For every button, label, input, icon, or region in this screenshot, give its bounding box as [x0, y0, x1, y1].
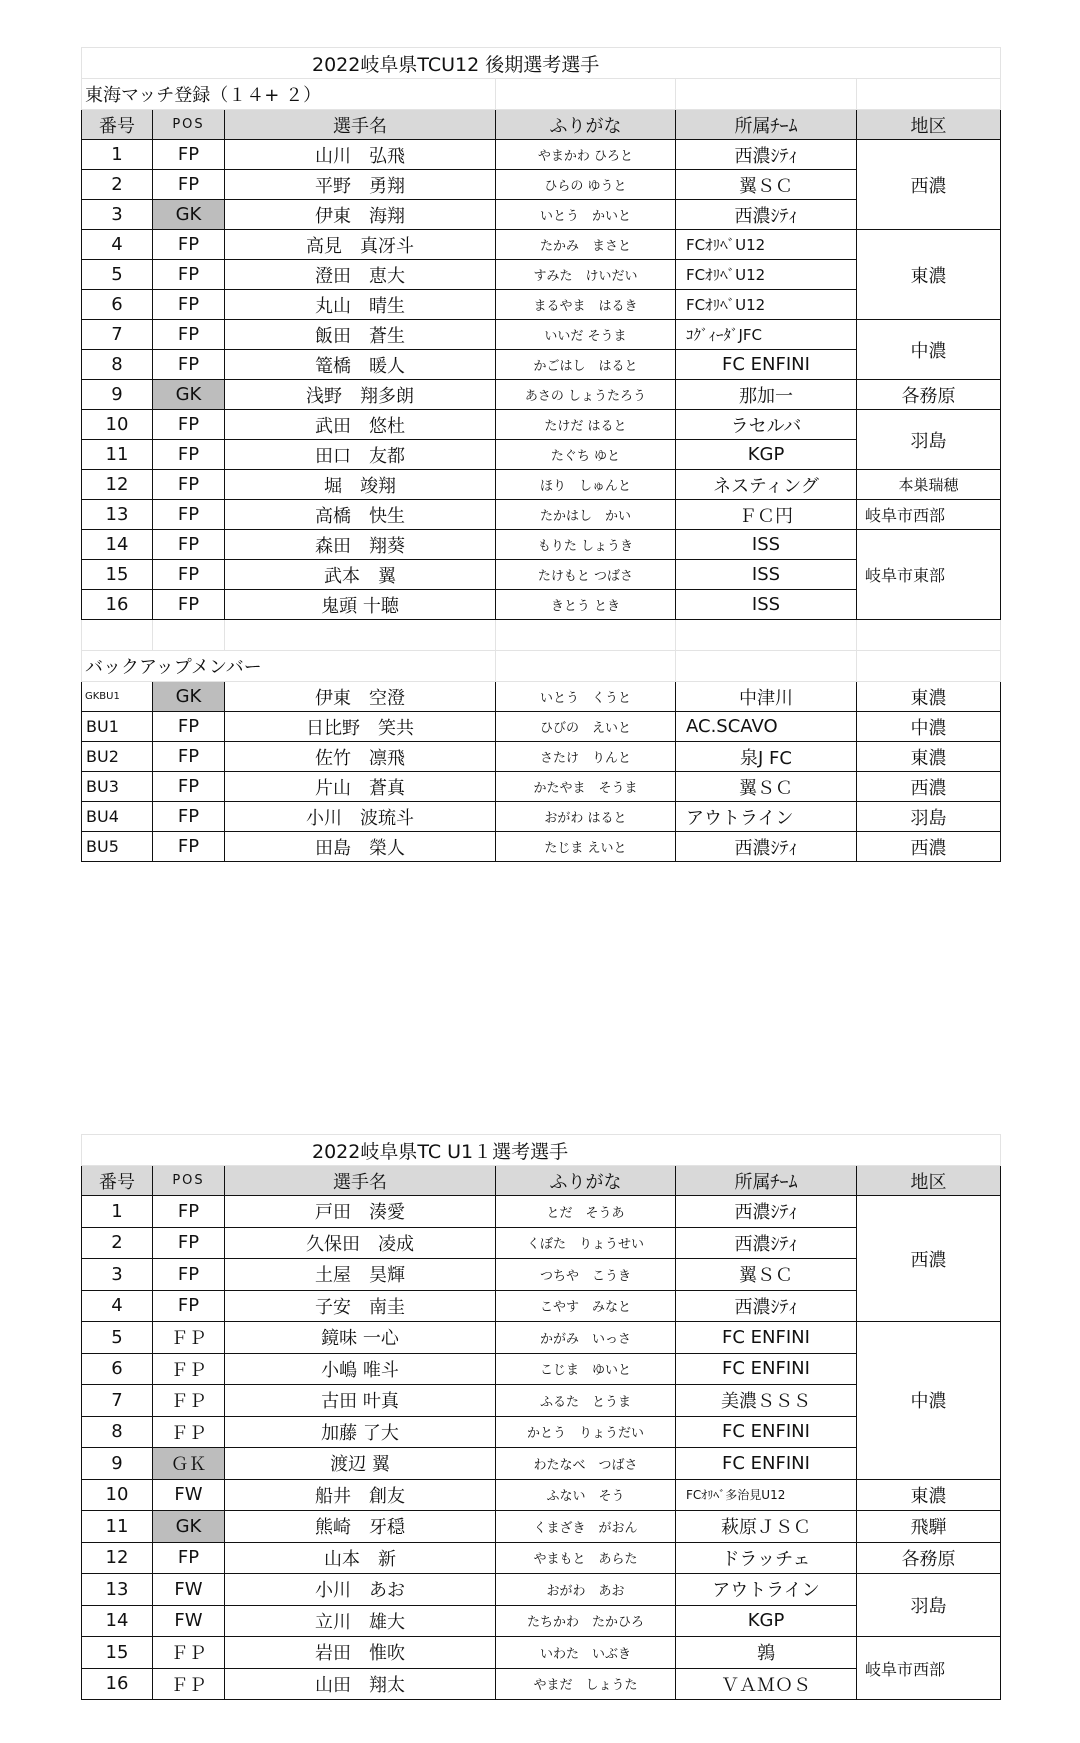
row-team: FC ENFINI: [676, 1448, 857, 1480]
row-kana: ふない そう: [496, 1479, 676, 1511]
row-team: FCｵﾘﾍﾞU12: [676, 290, 857, 320]
row-region: 中濃: [857, 1322, 1001, 1480]
row-kana: あさの しょうたろう: [496, 380, 676, 410]
row-kana: いとう かいと: [496, 200, 676, 230]
row-name: 熊崎 牙穏: [225, 1511, 496, 1543]
row-pos: ＧＫ: [153, 1448, 225, 1480]
row-team: 那加一: [676, 380, 857, 410]
row-no: 10: [82, 1479, 153, 1511]
row-kana: くぼた りょうせい: [496, 1227, 676, 1259]
row-no: 6: [82, 1353, 153, 1385]
row-no: 11: [82, 1511, 153, 1543]
row-no: 10: [82, 410, 153, 440]
table-row: [82, 320, 1001, 350]
row-kana: たかみ まさと: [496, 230, 676, 260]
row-name: 佐竹 凛飛: [225, 742, 496, 772]
table-title: 2022岐阜県TCU12 後期選考選手: [82, 48, 1001, 79]
row-region: 飛騨: [857, 1511, 1001, 1543]
row-pos: FP: [153, 320, 225, 350]
row-name: 岩田 惟吹: [225, 1637, 496, 1669]
row-pos: FP: [153, 1542, 225, 1574]
row-team: ISS: [676, 590, 857, 620]
header-kana: ふりがな: [496, 1166, 676, 1196]
row-pos: FP: [153, 290, 225, 320]
row-kana: おがわ はると: [496, 802, 676, 832]
row-team: ＶＡＭＯＳ: [676, 1668, 857, 1700]
table-title: 2022岐阜県TC U1１選考選手: [82, 1135, 1001, 1166]
row-kana: やまもと あらた: [496, 1542, 676, 1574]
row-name: 土屋 昊輝: [225, 1259, 496, 1291]
row-pos: FP: [153, 170, 225, 200]
row-name: 田口 友都: [225, 440, 496, 470]
row-no: 13: [82, 1574, 153, 1606]
row-pos: ＦＰ: [153, 1668, 225, 1700]
row-kana: かごはし はると: [496, 350, 676, 380]
row-name: 加藤 了大: [225, 1416, 496, 1448]
header-region: 地区: [857, 1166, 1001, 1196]
backup-row: [82, 832, 1001, 862]
row-pos: FP: [153, 802, 225, 832]
row-pos: FP: [153, 1196, 225, 1228]
row-region: 羽島: [857, 410, 1001, 470]
header-pos: POS: [153, 1166, 225, 1196]
row-no: 4: [82, 230, 153, 260]
row-name: 片山 蒼真: [225, 772, 496, 802]
table-row: [82, 470, 1001, 500]
row-kana: まるやま はるき: [496, 290, 676, 320]
row-pos: FP: [153, 500, 225, 530]
row-team: AC.SCAVO: [676, 712, 857, 742]
row-region: 羽島: [857, 1574, 1001, 1637]
row-pos: FP: [153, 560, 225, 590]
table-row: [82, 1574, 1001, 1606]
row-team: FCｵﾘﾍﾞU12: [676, 230, 857, 260]
row-team: 翼ＳＣ: [676, 1259, 857, 1291]
row-pos: FW: [153, 1574, 225, 1606]
row-kana: たぐち ゆと: [496, 440, 676, 470]
row-no: 16: [82, 1668, 153, 1700]
row-region: 西濃: [857, 772, 1001, 802]
backup-row: [82, 682, 1001, 712]
roster-table-u12: [81, 47, 1001, 862]
backup-caption: バックアップメンバー: [82, 651, 496, 682]
row-region: 岐阜市東部: [857, 530, 1001, 620]
row-name: 飯田 蒼生: [225, 320, 496, 350]
row-team: 翼ＳＣ: [676, 772, 857, 802]
row-no: 14: [82, 530, 153, 560]
row-kana: とだ そうあ: [496, 1196, 676, 1228]
header-pos: POS: [153, 110, 225, 140]
row-team: 美濃ＳＳＳ: [676, 1385, 857, 1417]
row-team: 西濃ｼﾃｨ: [676, 1227, 857, 1259]
table-row: [82, 410, 1001, 440]
header-no: 番号: [82, 110, 153, 140]
row-team: FC ENFINI: [676, 1322, 857, 1354]
row-kana: やまかわ ひろと: [496, 140, 676, 170]
header-no: 番号: [82, 1166, 153, 1196]
row-kana: たかはし かい: [496, 500, 676, 530]
row-name: 田島 榮人: [225, 832, 496, 862]
row-name: 武田 悠杜: [225, 410, 496, 440]
row-no: 5: [82, 1322, 153, 1354]
row-no: 1: [82, 1196, 153, 1228]
row-team: 西濃ｼﾃｨ: [676, 832, 857, 862]
row-name: 子安 南圭: [225, 1290, 496, 1322]
row-name: 伊東 海翔: [225, 200, 496, 230]
row-region: 岐阜市西部: [857, 500, 1001, 530]
row-team: FC ENFINI: [676, 350, 857, 380]
row-team: ｺｸﾞｨｰﾀﾞJFC: [676, 320, 857, 350]
row-name: 平野 勇翔: [225, 170, 496, 200]
row-region: 東濃: [857, 230, 1001, 320]
row-team: アウトライン: [676, 802, 857, 832]
row-kana: さたけ りんと: [496, 742, 676, 772]
row-name: 伊東 空澄: [225, 682, 496, 712]
row-kana: もりた しょうき: [496, 530, 676, 560]
row-team: 西濃ｼﾃｨ: [676, 1290, 857, 1322]
header-team: 所属ﾁｰﾑ: [676, 110, 857, 140]
row-region: 東濃: [857, 1479, 1001, 1511]
row-no: 5: [82, 260, 153, 290]
row-no: 3: [82, 200, 153, 230]
row-team: 鶉: [676, 1637, 857, 1669]
row-team: KGP: [676, 440, 857, 470]
row-team: ISS: [676, 530, 857, 560]
row-name: 日比野 笑共: [225, 712, 496, 742]
row-name: 丸山 晴生: [225, 290, 496, 320]
row-team: アウトライン: [676, 1574, 857, 1606]
row-pos: FP: [153, 350, 225, 380]
row-pos: FP: [153, 260, 225, 290]
row-team: FCｵﾘﾍﾞU12: [676, 260, 857, 290]
row-region: 西濃: [857, 1196, 1001, 1322]
row-kana: こやす みなと: [496, 1290, 676, 1322]
row-no: 14: [82, 1605, 153, 1637]
row-team: ラセルバ: [676, 410, 857, 440]
row-pos: FP: [153, 742, 225, 772]
row-team: FC ENFINI: [676, 1416, 857, 1448]
row-no: 1: [82, 140, 153, 170]
row-kana: かとう りょうだい: [496, 1416, 676, 1448]
row-name: 堀 竣翔: [225, 470, 496, 500]
table-row: [82, 230, 1001, 260]
row-name: 森田 翔葵: [225, 530, 496, 560]
header-row: [82, 1166, 1001, 1196]
row-region: 東濃: [857, 682, 1001, 712]
row-no: 9: [82, 380, 153, 410]
header-team: 所属ﾁｰﾑ: [676, 1166, 857, 1196]
table-row: [82, 1322, 1001, 1354]
row-pos: FW: [153, 1479, 225, 1511]
backup-row: [82, 712, 1001, 742]
row-team: ISS: [676, 560, 857, 590]
row-no: 7: [82, 320, 153, 350]
row-name: 久保田 凌成: [225, 1227, 496, 1259]
row-team: ドラッチェ: [676, 1542, 857, 1574]
table-row: [82, 530, 1001, 560]
row-name: 高見 真冴斗: [225, 230, 496, 260]
row-pos: FP: [153, 1227, 225, 1259]
row-no: 13: [82, 500, 153, 530]
row-region: 中濃: [857, 320, 1001, 380]
table-row: [82, 500, 1001, 530]
row-no: 16: [82, 590, 153, 620]
row-kana: こじま ゆいと: [496, 1353, 676, 1385]
row-name: 戸田 湊愛: [225, 1196, 496, 1228]
table-row: [82, 1479, 1001, 1511]
section-caption: 東海マッチ登録（１４+ ２）: [82, 79, 496, 110]
header-name: 選手名: [225, 1166, 496, 1196]
row-name: 武本 翼: [225, 560, 496, 590]
row-team: ネスティング: [676, 470, 857, 500]
row-team: 翼ＳＣ: [676, 170, 857, 200]
row-name: 小川 波琉斗: [225, 802, 496, 832]
row-pos: GK: [153, 200, 225, 230]
row-kana: たけもと つばさ: [496, 560, 676, 590]
row-name: 立川 雄大: [225, 1605, 496, 1637]
row-pos: GK: [153, 1511, 225, 1543]
row-kana: かたやま そうま: [496, 772, 676, 802]
row-no: 2: [82, 1227, 153, 1259]
row-no: GKBU1: [82, 682, 153, 712]
row-no: 9: [82, 1448, 153, 1480]
row-kana: ふるた とうま: [496, 1385, 676, 1417]
row-pos: FP: [153, 712, 225, 742]
row-no: BU1: [82, 712, 153, 742]
row-team: 西濃ｼﾃｨ: [676, 200, 857, 230]
row-team: KGP: [676, 1605, 857, 1637]
row-region: 本巣瑞穂: [857, 470, 1001, 500]
row-pos: FP: [153, 440, 225, 470]
row-team: 萩原ＪＳＣ: [676, 1511, 857, 1543]
row-pos: ＦＰ: [153, 1322, 225, 1354]
row-kana: くまざき がおん: [496, 1511, 676, 1543]
roster-table-u11: [81, 1134, 1001, 1700]
row-name: 澄田 恵大: [225, 260, 496, 290]
row-region: 西濃: [857, 140, 1001, 230]
row-kana: いわた いぶき: [496, 1637, 676, 1669]
row-pos: FP: [153, 832, 225, 862]
row-name: 小川 あお: [225, 1574, 496, 1606]
row-kana: すみた けいだい: [496, 260, 676, 290]
row-no: 12: [82, 1542, 153, 1574]
row-team: 西濃ｼﾃｨ: [676, 140, 857, 170]
row-no: 4: [82, 1290, 153, 1322]
row-team: 西濃ｼﾃｨ: [676, 1196, 857, 1228]
row-region: 羽島: [857, 802, 1001, 832]
row-name: 高橋 快生: [225, 500, 496, 530]
row-pos: GK: [153, 380, 225, 410]
row-pos: ＦＰ: [153, 1637, 225, 1669]
row-name: 浅野 翔多朗: [225, 380, 496, 410]
row-name: 鏡味 一心: [225, 1322, 496, 1354]
backup-row: [82, 742, 1001, 772]
row-region: 西濃: [857, 832, 1001, 862]
table-row: [82, 1511, 1001, 1543]
row-no: 2: [82, 170, 153, 200]
backup-row: [82, 802, 1001, 832]
row-name: 船井 創友: [225, 1479, 496, 1511]
row-kana: つちや こうき: [496, 1259, 676, 1291]
table-row: [82, 380, 1001, 410]
row-kana: ひらの ゆうと: [496, 170, 676, 200]
header-name: 選手名: [225, 110, 496, 140]
row-no: 15: [82, 560, 153, 590]
row-no: 11: [82, 440, 153, 470]
row-pos: FW: [153, 1605, 225, 1637]
row-region: 岐阜市西部: [857, 1637, 1001, 1700]
row-name: 篭橋 暖人: [225, 350, 496, 380]
row-kana: わたなべ つばさ: [496, 1448, 676, 1480]
row-pos: ＦＰ: [153, 1416, 225, 1448]
row-no: 8: [82, 1416, 153, 1448]
row-kana: ひびの えいと: [496, 712, 676, 742]
row-team: 中津川: [676, 682, 857, 712]
row-name: 古田 叶真: [225, 1385, 496, 1417]
row-region: 中濃: [857, 712, 1001, 742]
row-no: 15: [82, 1637, 153, 1669]
row-pos: FP: [153, 230, 225, 260]
row-pos: FP: [153, 530, 225, 560]
table-row: [82, 1542, 1001, 1574]
row-no: BU2: [82, 742, 153, 772]
header-kana: ふりがな: [496, 110, 676, 140]
row-kana: いとう くうと: [496, 682, 676, 712]
row-pos: FP: [153, 1290, 225, 1322]
row-kana: きとう とき: [496, 590, 676, 620]
row-pos: GK: [153, 682, 225, 712]
row-name: 小嶋 唯斗: [225, 1353, 496, 1385]
row-pos: ＦＰ: [153, 1385, 225, 1417]
row-kana: たちかわ たかひろ: [496, 1605, 676, 1637]
row-kana: かがみ いっさ: [496, 1322, 676, 1354]
table-row: [82, 1196, 1001, 1228]
table-row: [82, 140, 1001, 170]
row-kana: たじま えいと: [496, 832, 676, 862]
row-kana: たけだ はると: [496, 410, 676, 440]
row-name: 山川 弘飛: [225, 140, 496, 170]
row-no: 6: [82, 290, 153, 320]
row-no: 7: [82, 1385, 153, 1417]
row-team: FCｵﾘﾍﾞ多治見U12: [676, 1479, 857, 1511]
row-name: 山本 新: [225, 1542, 496, 1574]
row-no: 8: [82, 350, 153, 380]
row-name: 山田 翔太: [225, 1668, 496, 1700]
row-no: 3: [82, 1259, 153, 1291]
row-team: FC ENFINI: [676, 1353, 857, 1385]
row-region: 東濃: [857, 742, 1001, 772]
row-region: 各務原: [857, 1542, 1001, 1574]
backup-row: [82, 772, 1001, 802]
row-region: 各務原: [857, 380, 1001, 410]
row-pos: FP: [153, 590, 225, 620]
row-pos: FP: [153, 1259, 225, 1291]
row-kana: やまだ しょうた: [496, 1668, 676, 1700]
row-name: 渡辺 翼: [225, 1448, 496, 1480]
row-no: BU5: [82, 832, 153, 862]
row-no: 12: [82, 470, 153, 500]
row-pos: ＦＰ: [153, 1353, 225, 1385]
row-name: 鬼頭 十聴: [225, 590, 496, 620]
row-kana: ほり しゅんと: [496, 470, 676, 500]
header-row: [82, 110, 1001, 140]
row-pos: FP: [153, 410, 225, 440]
row-team: ＦＣ円: [676, 500, 857, 530]
row-no: BU4: [82, 802, 153, 832]
row-team: 泉J FC: [676, 742, 857, 772]
table-row: [82, 1637, 1001, 1669]
row-pos: FP: [153, 772, 225, 802]
row-pos: FP: [153, 140, 225, 170]
row-kana: いいだ そうま: [496, 320, 676, 350]
row-kana: おがわ あお: [496, 1574, 676, 1606]
header-region: 地区: [857, 110, 1001, 140]
row-no: BU3: [82, 772, 153, 802]
row-pos: FP: [153, 470, 225, 500]
